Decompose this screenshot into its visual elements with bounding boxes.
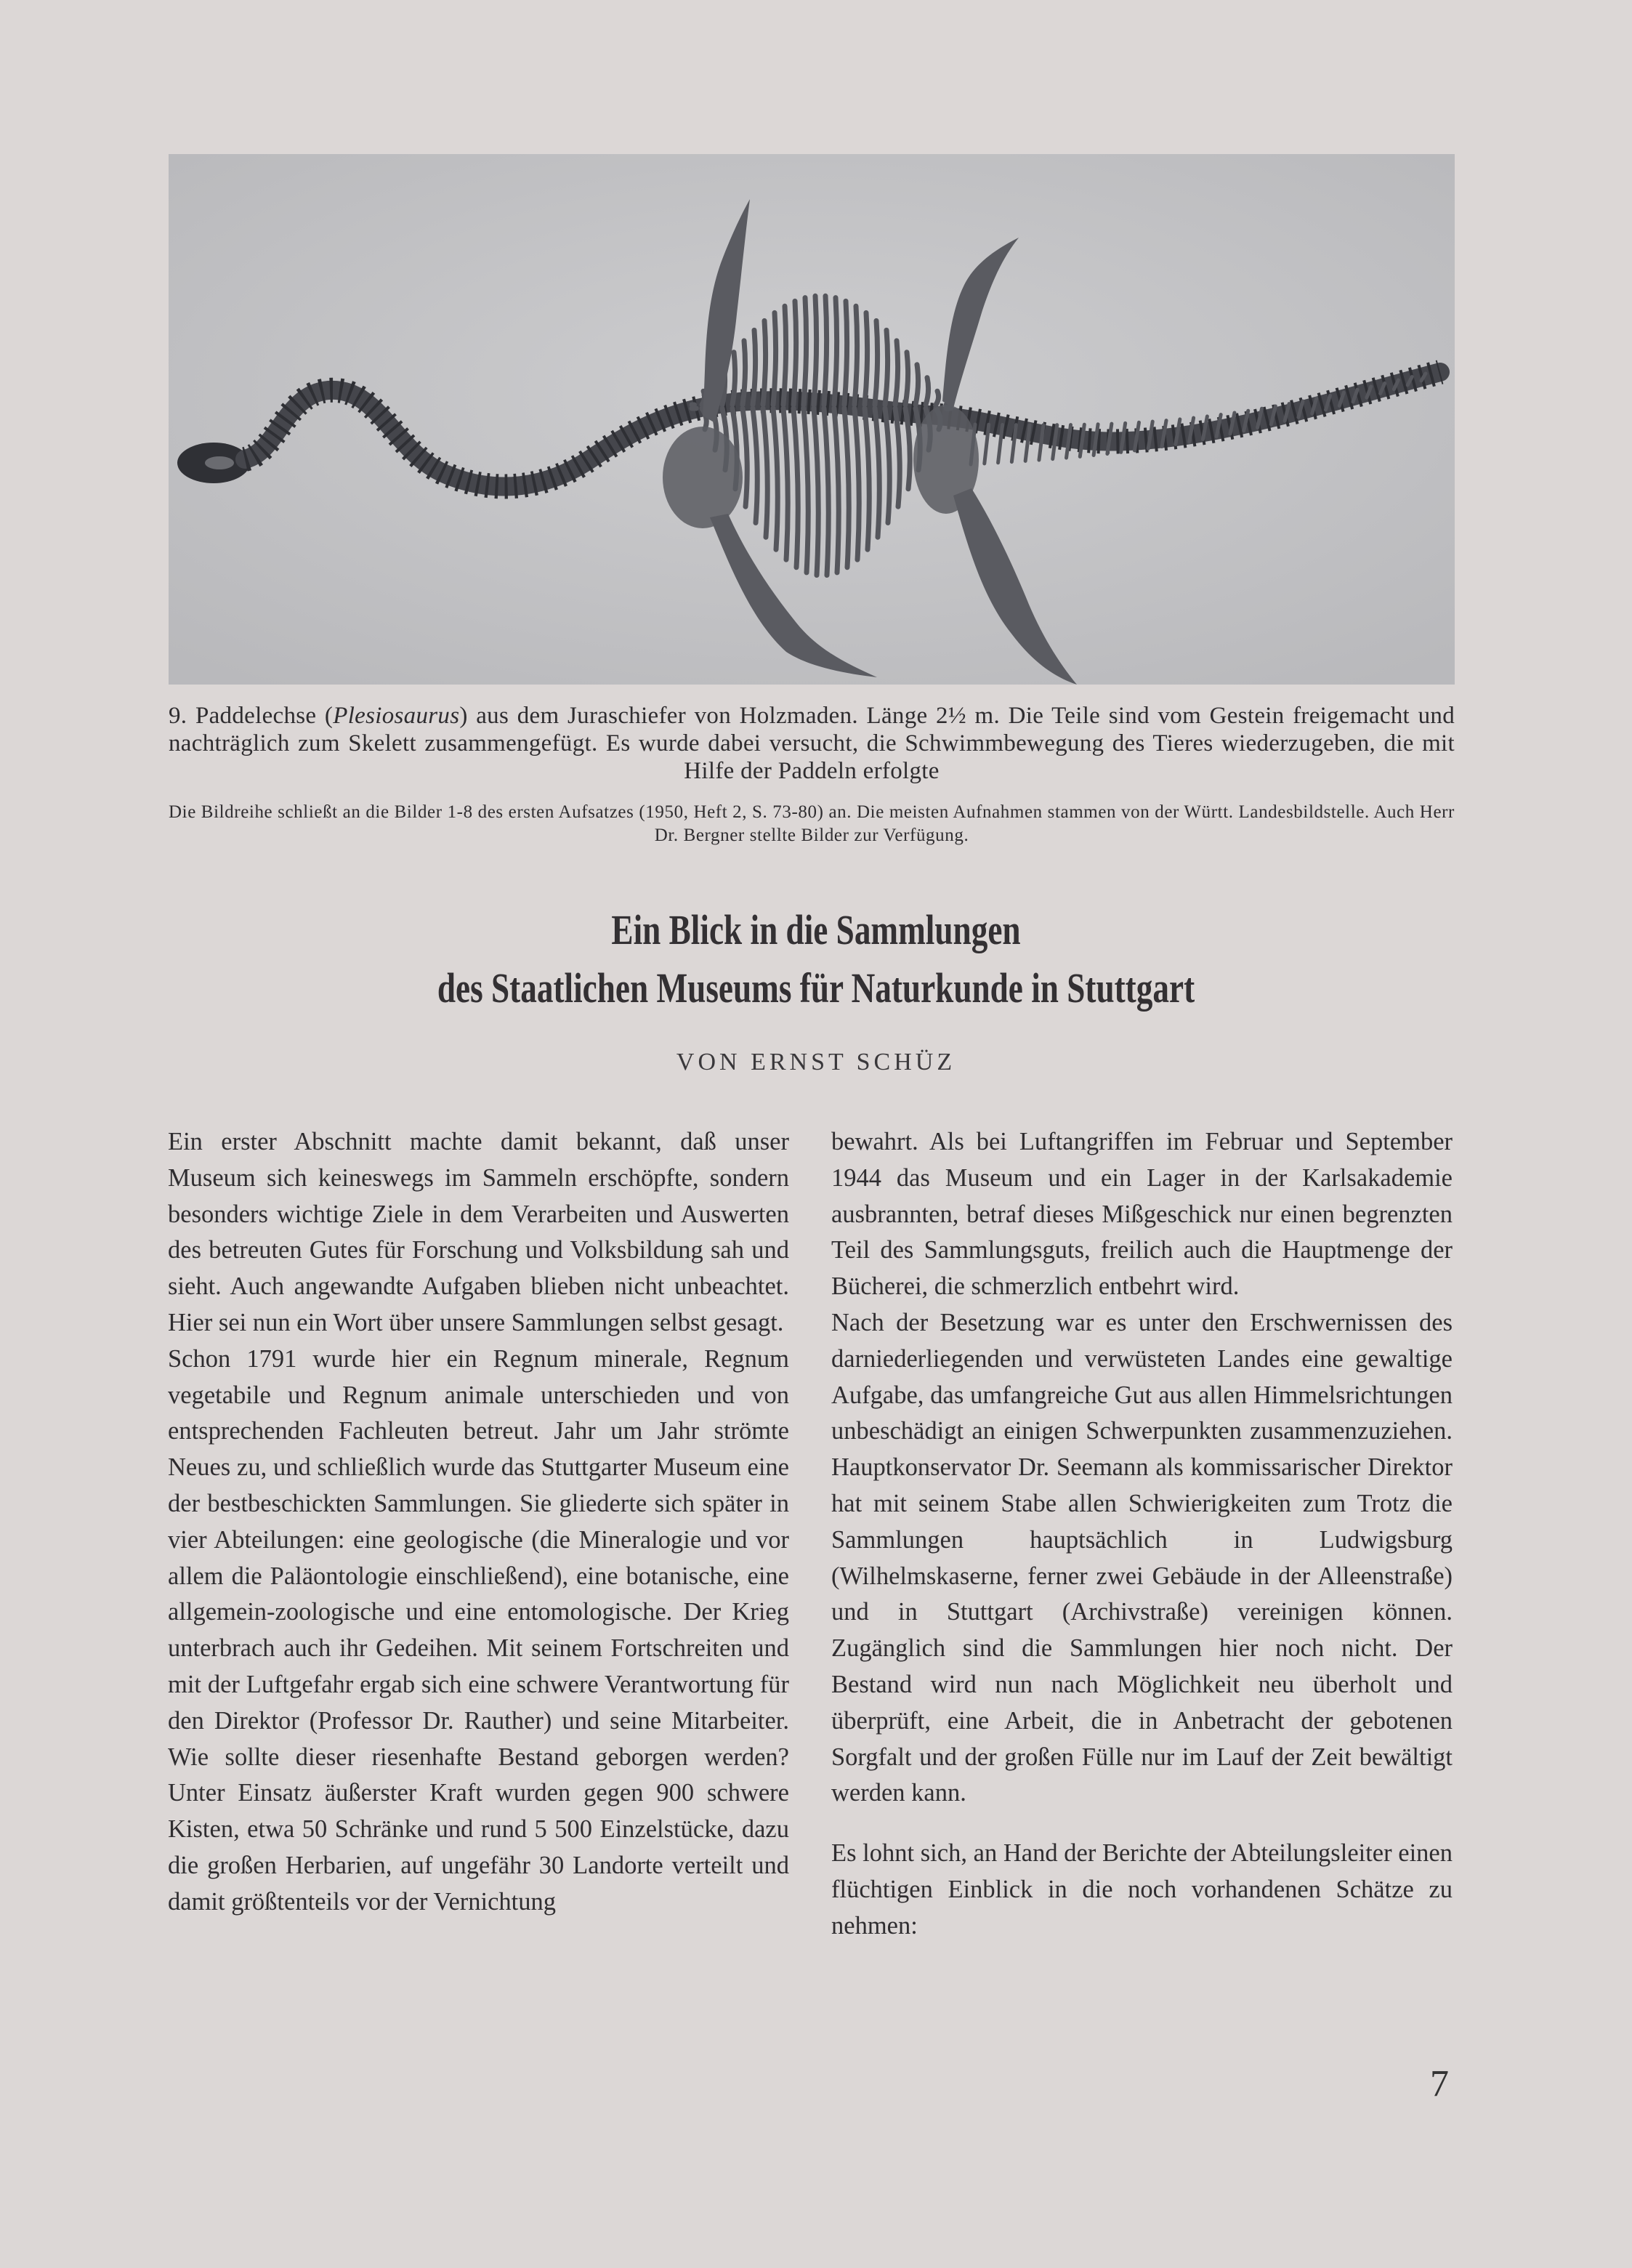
rib bbox=[926, 378, 929, 405]
caption-text-start: Paddelechse ( bbox=[195, 703, 334, 729]
pectoral-girdle bbox=[663, 427, 743, 528]
rib bbox=[814, 296, 817, 405]
rib bbox=[865, 312, 868, 405]
paragraph: Es lohnt sich, an Hand der Berichte der Abteilungsleiter einen flüchtigen Einblick in die noch vorhandenen Schätze zu nehmen: bbox=[831, 1839, 1453, 1940]
rib bbox=[936, 391, 939, 405]
figure-caption bbox=[169, 702, 1455, 785]
rib bbox=[793, 301, 796, 405]
paragraph: Nach der Besetzung war es unter den Erschwernissen des darniederliegenden und verwüsteten Landes eine gewaltige Aufgabe, das umfangreiche Gut aus allen Himmelsrichtungen unbeschädigt an einigen Schwerpunkten zusammenzuziehen. Hauptkonservator Dr. Seemann als kommissarischer Direktor hat mit seinem Stabe allen Schwierigkeiten zum Trotz die Sammlungen hauptsächlich in Ludwigsburg (Wilhelmskaserne, ferner zwei Gebäude in der Alleenstraße) und in Stuttgart (Archivstraße) vereinigen können. Zugänglich sind die Sammlungen hier noch nicht. Der Bestand wird nun nach Möglichkeit neu überholt und überprüft, eine Arbeit, die in Anbetracht der gebotenen Sorgfalt und der großen Fülle nur im Lauf der Zeit bewältigt werden kann. bbox=[831, 1308, 1453, 1807]
page-number: 7 bbox=[1430, 2063, 1449, 2104]
paragraph: Schon 1791 wurde hier ein Regnum minerale, Regnum vegetabile und Regnum animale unterschieden und von entsprechenden Fachleuten betreut. Jahr um Jahr strömte Neues zu, und schließlich wurde das Stuttgarter Museum eine der bestbeschickten Sammlungen. Sie gliederte sich später in vier Abteilungen: eine geologische (die Mineralogie und vor allem die Paläontologie einschließend), eine botanische, eine allgemein-zoologische und eine entomologische. Der Krieg unterbrach auch ihr Gedeihen. Mit seinem Fortschreiten und mit der Luftgefahr ergab sich eine schwere Verantwortung für den Direktor (Professor Dr. Rauther) und seine Mitarbeiter. Wie sollte dieser riesenhafte Bestand geborgen werden? Unter Einsatz äußerster Kraft wurden gegen 900 schwere Kisten, etwa 50 Schränke und rund 5 500 Einzelstücke, dazu die großen Herbarien, auf ungefähr 30 Landorte verteilt und damit größtenteils vor der Vernichtung bbox=[168, 1344, 789, 1916]
rib bbox=[844, 301, 847, 405]
rib bbox=[895, 341, 898, 405]
rib bbox=[855, 306, 857, 405]
caption-text-rest: ) aus dem Juraschiefer von Holzmaden. Länge 2½ m. Die Teile sind vom Gestein freigemacht und nachträglich zum Skelett zusammengefügt. Es wurde dabei versucht, die Schwimmbewegung des Tieres wiederzugeben, die mit Hilfe der Paddeln erfolgte bbox=[169, 703, 1455, 784]
paragraph: bewahrt. Als bei Luftangriffen im Februar und September 1944 das Museum und ein Lager in der Karlsakademie ausbrannten, betraf dieses Mißgeschick nur einen begrenzten Teil des Sammlungsguts, freilich auch die Hauptmenge der Bücherei, die schmerzlich entbehrt wird. bbox=[831, 1128, 1453, 1301]
figure-number: 9. bbox=[169, 703, 187, 729]
photo-credit: Die Bildreihe schließt an die Bilder 1-8 des ersten Aufsatzes (1950, Heft 2, S. 73-80) an. Die meisten Aufnahmen stammen von der Württ. Landesbildstelle. Auch Herr Dr. Bergner stellte Bilder zur Verfügung. bbox=[169, 802, 1455, 845]
rib bbox=[773, 312, 776, 405]
rib bbox=[875, 320, 878, 405]
rib bbox=[885, 330, 888, 405]
rib bbox=[743, 341, 746, 405]
paragraph: Ein erster Abschnitt machte damit bekannt, daß unser Museum sich keineswegs im Sammeln erschöpfte, sondern besonders wichtige Ziele in dem Verarbeiten und Auswerten des betreuten Gutes für Forschung und Volksbildung sah und sieht. Auch angewandte Aufgaben blieben nicht unbeachtet. Hier sei nun ein Wort über unsere Sammlungen selbst gesagt. bbox=[168, 1128, 789, 1336]
rib bbox=[753, 330, 756, 405]
body-column-left bbox=[168, 1124, 789, 1921]
rib bbox=[905, 352, 908, 405]
author-byline: VON ERNST SCHÜZ bbox=[676, 1049, 956, 1076]
body-column-right bbox=[831, 1124, 1453, 1945]
article-title-line-2: des Staatlichen Museums für Naturkunde in Stuttgart bbox=[437, 964, 1195, 1012]
rib bbox=[732, 352, 735, 405]
plesiosaurus-skeleton-illustration bbox=[169, 154, 1455, 685]
plesiosaurus-skeleton-photo bbox=[169, 154, 1455, 685]
article-title-line-1: Ein Blick in die Sammlungen bbox=[611, 906, 1021, 953]
rib bbox=[763, 320, 766, 405]
rib bbox=[783, 306, 786, 405]
species-name: Plesiosaurus bbox=[333, 703, 460, 729]
article-title bbox=[179, 901, 1453, 1017]
rib bbox=[834, 298, 837, 405]
rib bbox=[804, 298, 807, 405]
rib bbox=[824, 296, 827, 405]
rib bbox=[916, 365, 918, 405]
